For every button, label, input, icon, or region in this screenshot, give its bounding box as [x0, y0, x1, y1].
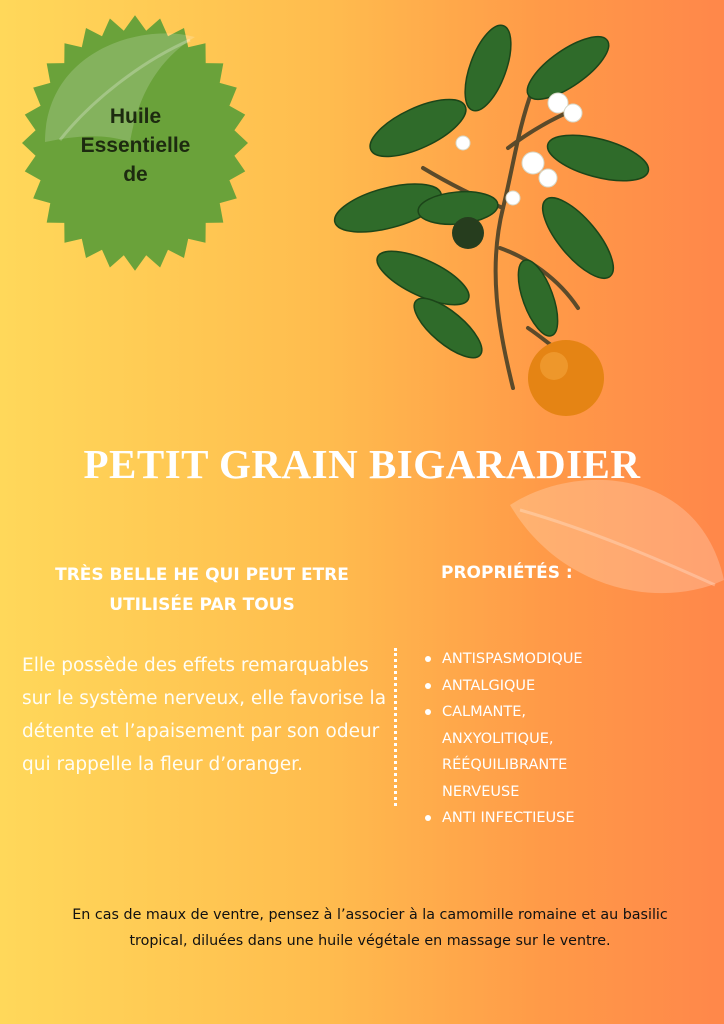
badge-title [68, 102, 203, 189]
badge-line-2: Essentielle [80, 134, 191, 157]
orange-branch-illustration [328, 8, 658, 428]
property-item: ANTALGIQUE [420, 673, 720, 700]
subtitle [22, 560, 382, 620]
badge-line-3: de [123, 163, 148, 186]
property-item: ANTI INFECTIEUSE [420, 805, 720, 832]
badge [20, 12, 250, 274]
badge-line-1: Huile [109, 105, 162, 128]
property-item: ANTISPASMODIQUE [420, 646, 720, 673]
properties-heading: PROPRIÉTÉS : [441, 563, 573, 583]
page-title: PETIT GRAIN BIGARADIER [83, 441, 641, 487]
property-item: CALMANTE, ANXYOLITIQUE, RÉÉQUILIBRANTE NERVEUSE [420, 699, 612, 805]
footer-note: En cas de maux de ventre, pensez à l’associer à la camomille romaine et au basilic tropical, diluées dans une huile végétale en massage sur le ventre. [72, 907, 668, 949]
properties-list [420, 646, 720, 832]
description-text: Elle possède des effets remarquables sur le système nerveux, elle favorise la détente et l’apaisement par son odeur qui rappelle la fleur d’oranger. [22, 655, 387, 775]
dotted-divider [394, 648, 397, 806]
subtitle-line-2: UTILISÉE PAR TOUS [109, 595, 295, 615]
subtitle-line-1: TRÈS BELLE HE QUI PEUT ETRE [55, 565, 349, 585]
